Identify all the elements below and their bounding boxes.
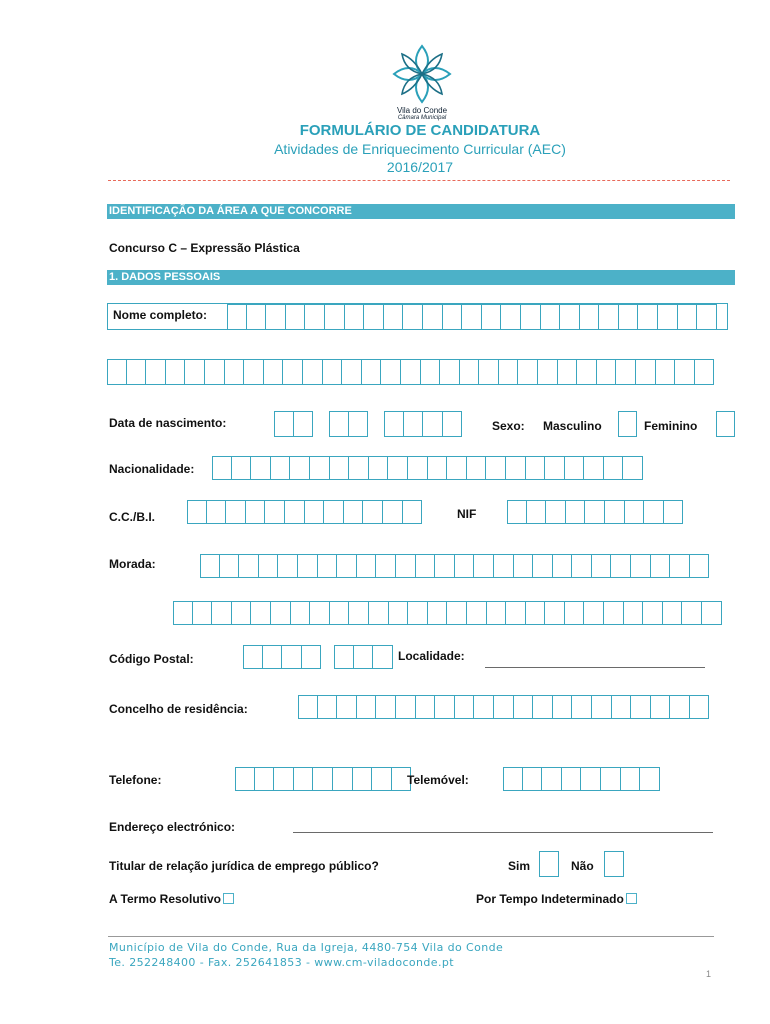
page-number: 1: [706, 969, 712, 979]
titular-label: Titular de relação jurídica de emprego público?: [109, 859, 379, 873]
footer-divider: [108, 936, 714, 937]
termo-resolutivo-option: [109, 892, 234, 906]
tempo-indeterminado-option: [476, 892, 637, 906]
sim-label: Sim: [508, 859, 531, 873]
section-identificacao: IDENTIFICAÇÃO DA ÁREA A QUE CONCORRE: [107, 204, 735, 219]
termo-resolutivo-checkbox[interactable]: [223, 893, 234, 904]
section-dados-pessoais: 1. DADOS PESSOAIS: [107, 270, 735, 285]
codigo-postal-part2-input[interactable]: [334, 645, 393, 669]
email-input[interactable]: [293, 832, 713, 833]
telemovel-label: Telemóvel:: [407, 773, 469, 787]
masculino-checkbox[interactable]: [618, 411, 637, 437]
masculino-label: Masculino: [543, 419, 602, 433]
nacionalidade-input[interactable]: [212, 456, 643, 480]
telemovel-input[interactable]: [503, 767, 660, 791]
birth-day-input[interactable]: [274, 411, 313, 437]
birth-month-input[interactable]: [329, 411, 368, 437]
email-label: Endereço electrónico:: [109, 820, 236, 834]
nao-label: Não: [571, 859, 594, 873]
localidade-label: Localidade:: [398, 649, 465, 663]
form-title: FORMULÁRIO DE CANDIDATURA: [299, 122, 541, 139]
feminino-checkbox[interactable]: [716, 411, 735, 437]
localidade-input[interactable]: [485, 667, 705, 668]
codigo-postal-part1-input[interactable]: [243, 645, 321, 669]
sim-checkbox[interactable]: [539, 851, 559, 877]
brand-name: Vila do Conde: [396, 106, 448, 115]
termo-resolutivo-label: A Termo Resolutivo: [109, 892, 222, 906]
footer-address: Município de Vila do Conde, Rua da Igreja, 4480-754 Vila do Conde: [109, 941, 504, 954]
footer-contacts: Te. 252248400 - Fax. 252641853 - www.cm-viladoconde.pt: [109, 956, 454, 969]
concelho-input[interactable]: [298, 695, 709, 719]
birth-year-input[interactable]: [384, 411, 462, 437]
data-nascimento-label: Data de nascimento:: [109, 416, 227, 430]
morada-input-line2[interactable]: [173, 601, 722, 625]
brand-subtitle: Câmara Municipal: [397, 115, 447, 121]
form-subtitle: Atividades de Enriquecimento Curricular (AEC): [274, 141, 566, 157]
telefone-input[interactable]: [235, 767, 411, 791]
cc-bi-label: C.C./B.I.: [109, 510, 156, 524]
nif-input[interactable]: [507, 500, 683, 524]
concelho-label: Concelho de residência:: [109, 702, 248, 716]
nao-checkbox[interactable]: [604, 851, 624, 877]
concurso-label: Concurso C – Expressão Plástica: [109, 241, 300, 255]
cc-bi-input[interactable]: [187, 500, 422, 524]
feminino-label: Feminino: [644, 419, 698, 433]
header-divider: [108, 180, 730, 181]
nome-input-line2[interactable]: [107, 359, 714, 385]
codigo-postal-label: Código Postal:: [109, 652, 194, 666]
nacionalidade-label: Nacionalidade:: [109, 462, 195, 476]
nif-label: NIF: [457, 507, 477, 521]
form-year: 2016/2017: [386, 159, 454, 175]
telefone-label: Telefone:: [109, 773, 162, 787]
nome-input-line1[interactable]: [227, 304, 717, 330]
tempo-indeterminado-checkbox[interactable]: [626, 893, 637, 904]
tempo-indeterminado-label: Por Tempo Indeterminado: [476, 892, 624, 906]
morada-label: Morada:: [109, 557, 156, 571]
sexo-label: Sexo:: [492, 419, 525, 433]
morada-input-line1[interactable]: [200, 554, 709, 578]
nome-label: Nome completo:: [113, 308, 208, 322]
